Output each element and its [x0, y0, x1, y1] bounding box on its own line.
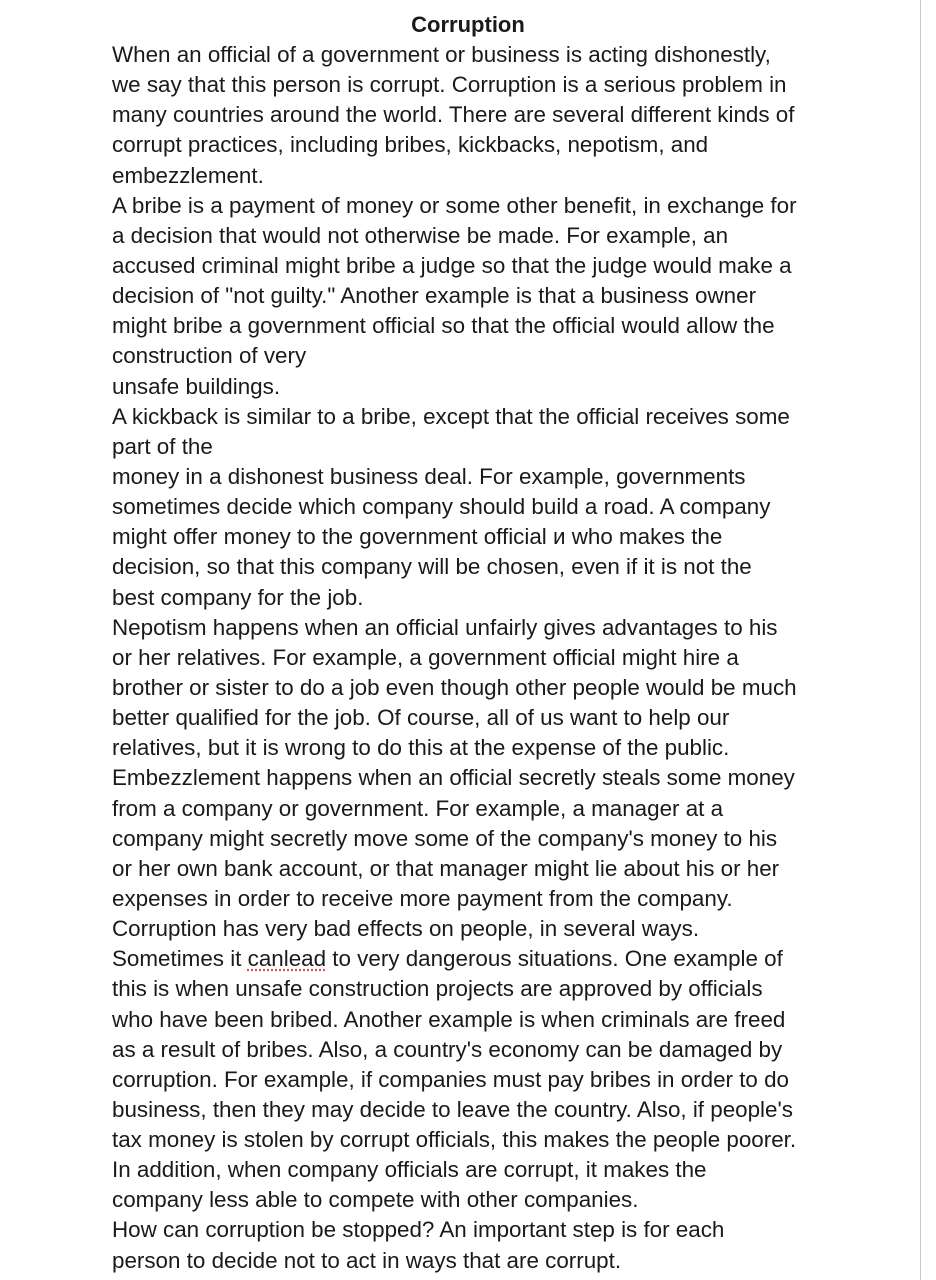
- text-line: Corruption has very bad effects on people, in several ways.: [112, 916, 700, 942]
- text-line: Embezzlement happens when an official secretly steals some money: [112, 765, 795, 791]
- text-line: corrupt practices, including bribes, kickbacks, nepotism, and: [112, 132, 709, 158]
- text-line: a decision that would not otherwise be made. For example, an: [112, 222, 729, 248]
- text-line: person to decide not to act in ways that are corrupt.: [112, 1247, 622, 1273]
- text-line: brother or sister to do a job even though other people would be much: [112, 674, 797, 700]
- text-line: expenses in order to receive more payment from the company.: [112, 885, 733, 911]
- text-line: decision of "not guilty." Another example is that a business owner: [112, 283, 757, 309]
- text-line: construction of very: [112, 343, 307, 369]
- text-line: How can corruption be stopped? An important step is for each: [112, 1217, 725, 1243]
- text-line: we say that this person is corrupt. Corruption is a serious problem in: [112, 72, 787, 98]
- text-segment: Sometimes it: [112, 946, 248, 972]
- text-line: might bribe a government official so that the official would allow the: [112, 313, 775, 339]
- text-line: embezzlement.: [112, 162, 264, 188]
- text-line: best company for the job.: [112, 584, 364, 610]
- text-line: Nepotism happens when an official unfairly gives advantages to his: [112, 614, 778, 640]
- text-line-with-spellcheck: [112, 944, 872, 974]
- text-line: corruption. For example, if companies must pay bribes in order to do: [112, 1066, 790, 1092]
- text-line: as a result of bribes. Also, a country's economy can be damaged by: [112, 1036, 783, 1062]
- text-line: company less able to compete with other companies.: [112, 1187, 639, 1213]
- text-line: might offer money to the government official и who makes the: [112, 524, 723, 550]
- text-segment: to very dangerous situations. One example of: [326, 946, 783, 972]
- text-line: money in a dishonest business deal. For example, governments: [112, 463, 746, 489]
- text-line: unsafe buildings.: [112, 373, 281, 399]
- text-line: decision, so that this company will be chosen, even if it is not the: [112, 554, 752, 580]
- misspelled-word[interactable]: canlead: [247, 946, 327, 972]
- text-line: business, then they may decide to leave the country. Also, if people's: [112, 1096, 793, 1122]
- text-line: relatives, but it is wrong to do this at the expense of the public.: [112, 735, 730, 761]
- text-line: In addition, when company officials are corrupt, it makes the: [112, 1157, 707, 1183]
- text-line: better qualified for the job. Of course, all of us want to help our: [112, 705, 730, 731]
- text-line: A kickback is similar to a bribe, except that the official receives some: [112, 403, 790, 429]
- text-line: tax money is stolen by corrupt officials, this makes the people poorer.: [112, 1127, 797, 1153]
- text-line: part of the: [112, 433, 213, 459]
- text-line: A bribe is a payment of money or some other benefit, in exchange for: [112, 192, 797, 218]
- document-body: [112, 40, 872, 1276]
- text-line: who have been bribed. Another example is when criminals are freed: [112, 1006, 786, 1032]
- text-line: When an official of a government or business is acting dishonestly,: [112, 42, 771, 67]
- document-title: Corruption: [411, 12, 525, 37]
- text-line: this is when unsafe construction projects are approved by officials: [112, 976, 763, 1002]
- text-line: or her own bank account, or that manager might lie about his or her: [112, 855, 780, 881]
- page-right-border: [920, 0, 921, 1280]
- text-line: sometimes decide which company should build a road. A company: [112, 494, 771, 520]
- text-line: many countries around the world. There are several different kinds of: [112, 102, 795, 128]
- text-line: or her relatives. For example, a government official might hire a: [112, 644, 739, 670]
- text-line: from a company or government. For example, a manager at a: [112, 795, 724, 821]
- text-line: company might secretly move some of the company's money to his: [112, 825, 778, 851]
- text-line: accused criminal might bribe a judge so that the judge would make a: [112, 252, 792, 278]
